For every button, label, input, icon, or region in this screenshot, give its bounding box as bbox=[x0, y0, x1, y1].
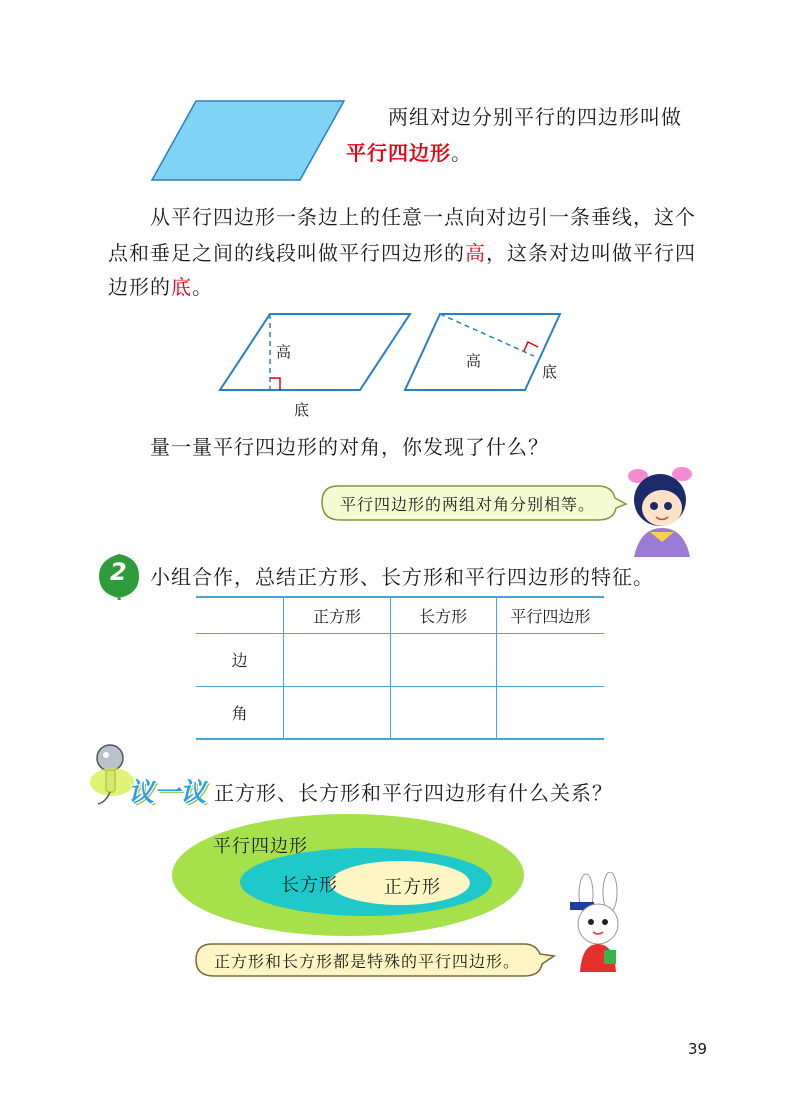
venn-middle-label: 长方形 bbox=[281, 875, 338, 896]
venn-outer-label: 平行四边形 bbox=[213, 836, 308, 857]
table-header-cell: 长方形 bbox=[390, 597, 496, 633]
venn-inner-label: 正方形 bbox=[384, 877, 441, 898]
parallelogram-figure bbox=[148, 98, 348, 184]
nested-shapes-diagram bbox=[170, 812, 526, 938]
table-row bbox=[196, 686, 604, 739]
girl-character-illustration bbox=[620, 462, 700, 557]
right-height-label: 高 bbox=[466, 352, 482, 370]
activity-instruction: 小组合作，总结正方形、长方形和平行四边形的特征。 bbox=[150, 565, 654, 589]
rabbit-bubble-text: 正方形和长方形都是特殊的平行四边形。 bbox=[214, 952, 521, 971]
definition-1-line1: 两组对边分别平行的四边形叫做 bbox=[388, 105, 682, 129]
table-cell bbox=[390, 686, 496, 739]
table-cell bbox=[284, 686, 390, 739]
girl-bubble-text: 平行四边形的两组对角分别相等。 bbox=[340, 495, 596, 514]
height-base-diagrams bbox=[210, 306, 580, 416]
table-row-label: 边 bbox=[196, 633, 284, 686]
page-number: 39 bbox=[688, 1040, 708, 1058]
table-cell bbox=[496, 633, 604, 686]
left-height-label: 高 bbox=[276, 343, 292, 361]
rabbit-character-illustration bbox=[556, 872, 636, 982]
definition-2-line3: 边形的底。 bbox=[108, 275, 213, 299]
term-height: 高 bbox=[465, 241, 486, 265]
table-row bbox=[196, 633, 604, 686]
table-row-label: 角 bbox=[196, 686, 284, 739]
opposite-angle-question: 量一量平行四边形的对角，你发现了什么？ bbox=[150, 435, 549, 459]
definition-2-line1: 从平行四边形一条边上的任意一点向对边引一条垂线，这个 bbox=[150, 205, 696, 229]
table-cell bbox=[390, 633, 496, 686]
term-parallelogram: 平行四边形 bbox=[346, 141, 451, 165]
table-header-cell bbox=[196, 597, 284, 633]
table-cell bbox=[284, 633, 390, 686]
left-base-label: 底 bbox=[294, 401, 310, 419]
term-base: 底 bbox=[171, 275, 192, 299]
right-base-label: 底 bbox=[542, 363, 558, 381]
discuss-title: 议一议 bbox=[128, 778, 207, 808]
table-header-cell: 正方形 bbox=[284, 597, 390, 633]
table-cell bbox=[496, 686, 604, 739]
discuss-question: 正方形、长方形和平行四边形有什么关系？ bbox=[214, 781, 613, 805]
features-table bbox=[196, 596, 604, 740]
table-header-row bbox=[196, 597, 604, 633]
definition-2-line2: 点和垂足之间的线段叫做平行四边形的高，这条对边叫做平行四 bbox=[108, 241, 696, 265]
activity-number: 2 bbox=[110, 558, 127, 586]
table-header-cell: 平行四边形 bbox=[496, 597, 604, 633]
definition-1-line2: 平行四边形。 bbox=[346, 141, 472, 165]
